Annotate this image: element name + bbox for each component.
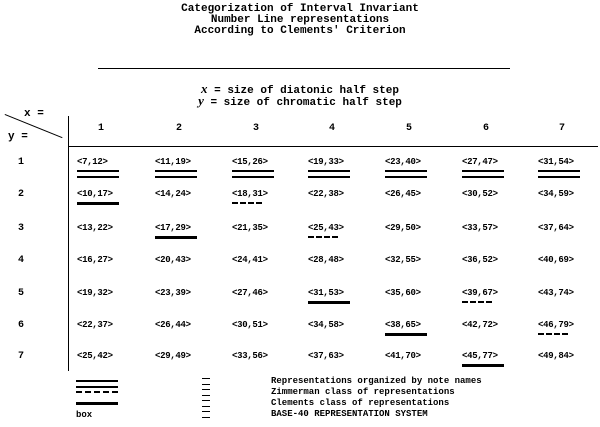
table-cell	[77, 223, 113, 233]
table-cell	[308, 255, 344, 265]
table-cell	[385, 223, 421, 233]
table-cell	[308, 288, 344, 298]
table-cell	[385, 320, 421, 330]
cell-value: <13,22>	[77, 223, 113, 233]
cell-value: <37,63>	[308, 351, 344, 361]
cell-value: <35,60>	[385, 288, 421, 298]
table-cell	[385, 189, 421, 199]
legend-box-label: box	[76, 410, 93, 420]
notenames-underline	[462, 170, 504, 178]
cell-value: <20,43>	[155, 255, 191, 265]
legend-text: Zimmerman class of representations	[271, 387, 455, 397]
table-cell	[232, 223, 268, 233]
cell-value: <27,47>	[462, 157, 498, 167]
notenames-underline	[538, 170, 580, 178]
cell-value: <26,44>	[155, 320, 191, 330]
table-cell	[462, 351, 498, 361]
table-cell	[77, 255, 113, 265]
column-header: 5	[405, 123, 412, 134]
cell-value: <29,50>	[385, 223, 421, 233]
axis-x-label: x =	[24, 108, 44, 120]
cell-value: <31,54>	[538, 157, 574, 167]
legend-text: Representations organized by note names	[271, 376, 482, 386]
legend-text: BASE-40 REPRESENTATION SYSTEM	[271, 409, 428, 419]
table-cell	[538, 288, 574, 298]
notenames-underline	[232, 170, 274, 178]
table-cell	[462, 223, 498, 233]
cell-value: <40,69>	[538, 255, 574, 265]
cell-value: <49,84>	[538, 351, 574, 361]
header-rule	[68, 146, 598, 147]
cell-value: <19,32>	[77, 288, 113, 298]
zimmerman-underline	[462, 301, 492, 303]
clements-underline	[77, 202, 119, 205]
cell-value: <31,53>	[308, 288, 344, 298]
table-cell	[538, 255, 574, 265]
table-cell	[77, 157, 108, 167]
clements-underline	[308, 301, 350, 304]
notenames-underline	[308, 170, 350, 178]
cell-value: <36,52>	[462, 255, 498, 265]
table-cell	[232, 351, 268, 361]
cell-value: <29,49>	[155, 351, 191, 361]
clements-underline	[385, 333, 427, 336]
legend-text: Clements class of representations	[271, 398, 450, 408]
table-cell	[308, 320, 344, 330]
cell-value: <27,46>	[232, 288, 268, 298]
table-cell	[538, 351, 574, 361]
cell-value: <30,51>	[232, 320, 268, 330]
table-cell	[538, 320, 574, 330]
table-cell	[538, 223, 574, 233]
row-header-rule	[68, 116, 69, 371]
row-header: 1	[18, 157, 25, 168]
cell-value: <7,12>	[77, 157, 108, 167]
notenames-underline	[385, 170, 427, 178]
table-cell	[308, 351, 344, 361]
cell-value: <32,55>	[385, 255, 421, 265]
title-line-3: According to Clements' Criterion	[194, 25, 406, 37]
cell-value: <19,33>	[308, 157, 344, 167]
cell-value: <25,43>	[308, 223, 344, 233]
table-cell	[232, 320, 268, 330]
equals-sign-icon	[202, 389, 210, 396]
table-cell	[538, 189, 574, 199]
cell-value: <16,27>	[77, 255, 113, 265]
row-header: 4	[18, 255, 25, 266]
cell-value: <23,40>	[385, 157, 421, 167]
cell-value: <18,31>	[232, 189, 268, 199]
cell-value: <26,45>	[385, 189, 421, 199]
table-cell	[462, 157, 498, 167]
table-cell	[385, 255, 421, 265]
row-header: 6	[18, 320, 25, 331]
notenames-legend-symbol	[76, 380, 118, 388]
table-cell	[155, 320, 191, 330]
axis-y-label: y =	[8, 131, 28, 143]
table-cell	[77, 320, 113, 330]
row-header: 5	[18, 288, 25, 299]
definition-y-var: y	[198, 93, 204, 108]
column-header: 6	[482, 123, 489, 134]
cell-value: <25,42>	[77, 351, 113, 361]
column-header: 3	[252, 123, 259, 134]
clements-legend-symbol	[76, 402, 118, 405]
zimmerman-underline	[538, 333, 568, 335]
table-cell	[232, 157, 268, 167]
cell-value: <22,37>	[77, 320, 113, 330]
table-cell	[385, 157, 421, 167]
table-cell	[385, 288, 421, 298]
row-header: 7	[18, 351, 25, 362]
cell-value: <38,65>	[385, 320, 421, 330]
table-cell	[155, 223, 191, 233]
cell-value: <43,74>	[538, 288, 574, 298]
definition-x-var: x	[201, 81, 208, 96]
cell-value: <37,64>	[538, 223, 574, 233]
cell-value: <28,48>	[308, 255, 344, 265]
table-cell	[155, 157, 191, 167]
definition-y-text: = size of chromatic half step	[203, 97, 402, 109]
cell-value: <33,57>	[462, 223, 498, 233]
table-cell	[155, 288, 191, 298]
cell-value: <34,59>	[538, 189, 574, 199]
table-cell	[462, 255, 498, 265]
row-header: 2	[18, 189, 25, 200]
clements-underline	[155, 236, 197, 239]
cell-value: <14,24>	[155, 189, 191, 199]
cell-value: <24,41>	[232, 255, 268, 265]
cell-value: <22,38>	[308, 189, 344, 199]
clements-underline	[462, 364, 504, 367]
title-rule	[98, 68, 510, 69]
cell-value: <39,67>	[462, 288, 498, 298]
definition-y	[0, 93, 600, 109]
column-header: 2	[175, 123, 182, 134]
table-cell	[462, 189, 498, 199]
table-cell	[77, 288, 113, 298]
cell-value: <11,19>	[155, 157, 191, 167]
cell-value: <30,52>	[462, 189, 498, 199]
table-cell	[385, 351, 421, 361]
table-cell	[232, 288, 268, 298]
cell-value: <21,35>	[232, 223, 268, 233]
table-cell	[308, 189, 344, 199]
cell-value: <23,39>	[155, 288, 191, 298]
table-cell	[462, 288, 498, 298]
zimmerman-legend-symbol	[76, 391, 118, 393]
title-line-2: Number Line representations	[210, 14, 390, 26]
notenames-underline	[77, 170, 119, 178]
cell-value: <10,17>	[77, 189, 113, 199]
definition-x-text: = size of diatonic half step	[207, 85, 399, 97]
equals-sign-icon	[202, 378, 210, 385]
zimmerman-underline	[232, 202, 262, 204]
notenames-underline	[155, 170, 197, 178]
zimmerman-underline	[308, 236, 338, 238]
table-cell	[155, 189, 191, 199]
equals-sign-icon	[202, 411, 210, 418]
table-cell	[462, 320, 498, 330]
table-cell	[77, 189, 113, 199]
column-header: 4	[328, 123, 335, 134]
table-cell	[155, 351, 191, 361]
row-header: 3	[18, 223, 25, 234]
equals-sign-icon	[202, 400, 210, 407]
cell-value: <41,70>	[385, 351, 421, 361]
table-cell	[538, 157, 574, 167]
table-cell	[155, 255, 191, 265]
column-header: 1	[97, 123, 104, 134]
column-header: 7	[558, 123, 565, 134]
cell-value: <45,77>	[462, 351, 498, 361]
table-cell	[232, 189, 268, 199]
cell-value: <17,29>	[155, 223, 191, 233]
cell-value: <15,26>	[232, 157, 268, 167]
table-cell	[77, 351, 113, 361]
cell-value: <33,56>	[232, 351, 268, 361]
title-line-1: Categorization of Interval Invariant	[181, 3, 419, 15]
cell-value: <34,58>	[308, 320, 344, 330]
cell-value: <46,79>	[538, 320, 574, 330]
table-cell	[308, 223, 344, 233]
cell-value: <42,72>	[462, 320, 498, 330]
table-cell	[308, 157, 344, 167]
table-cell	[232, 255, 268, 265]
